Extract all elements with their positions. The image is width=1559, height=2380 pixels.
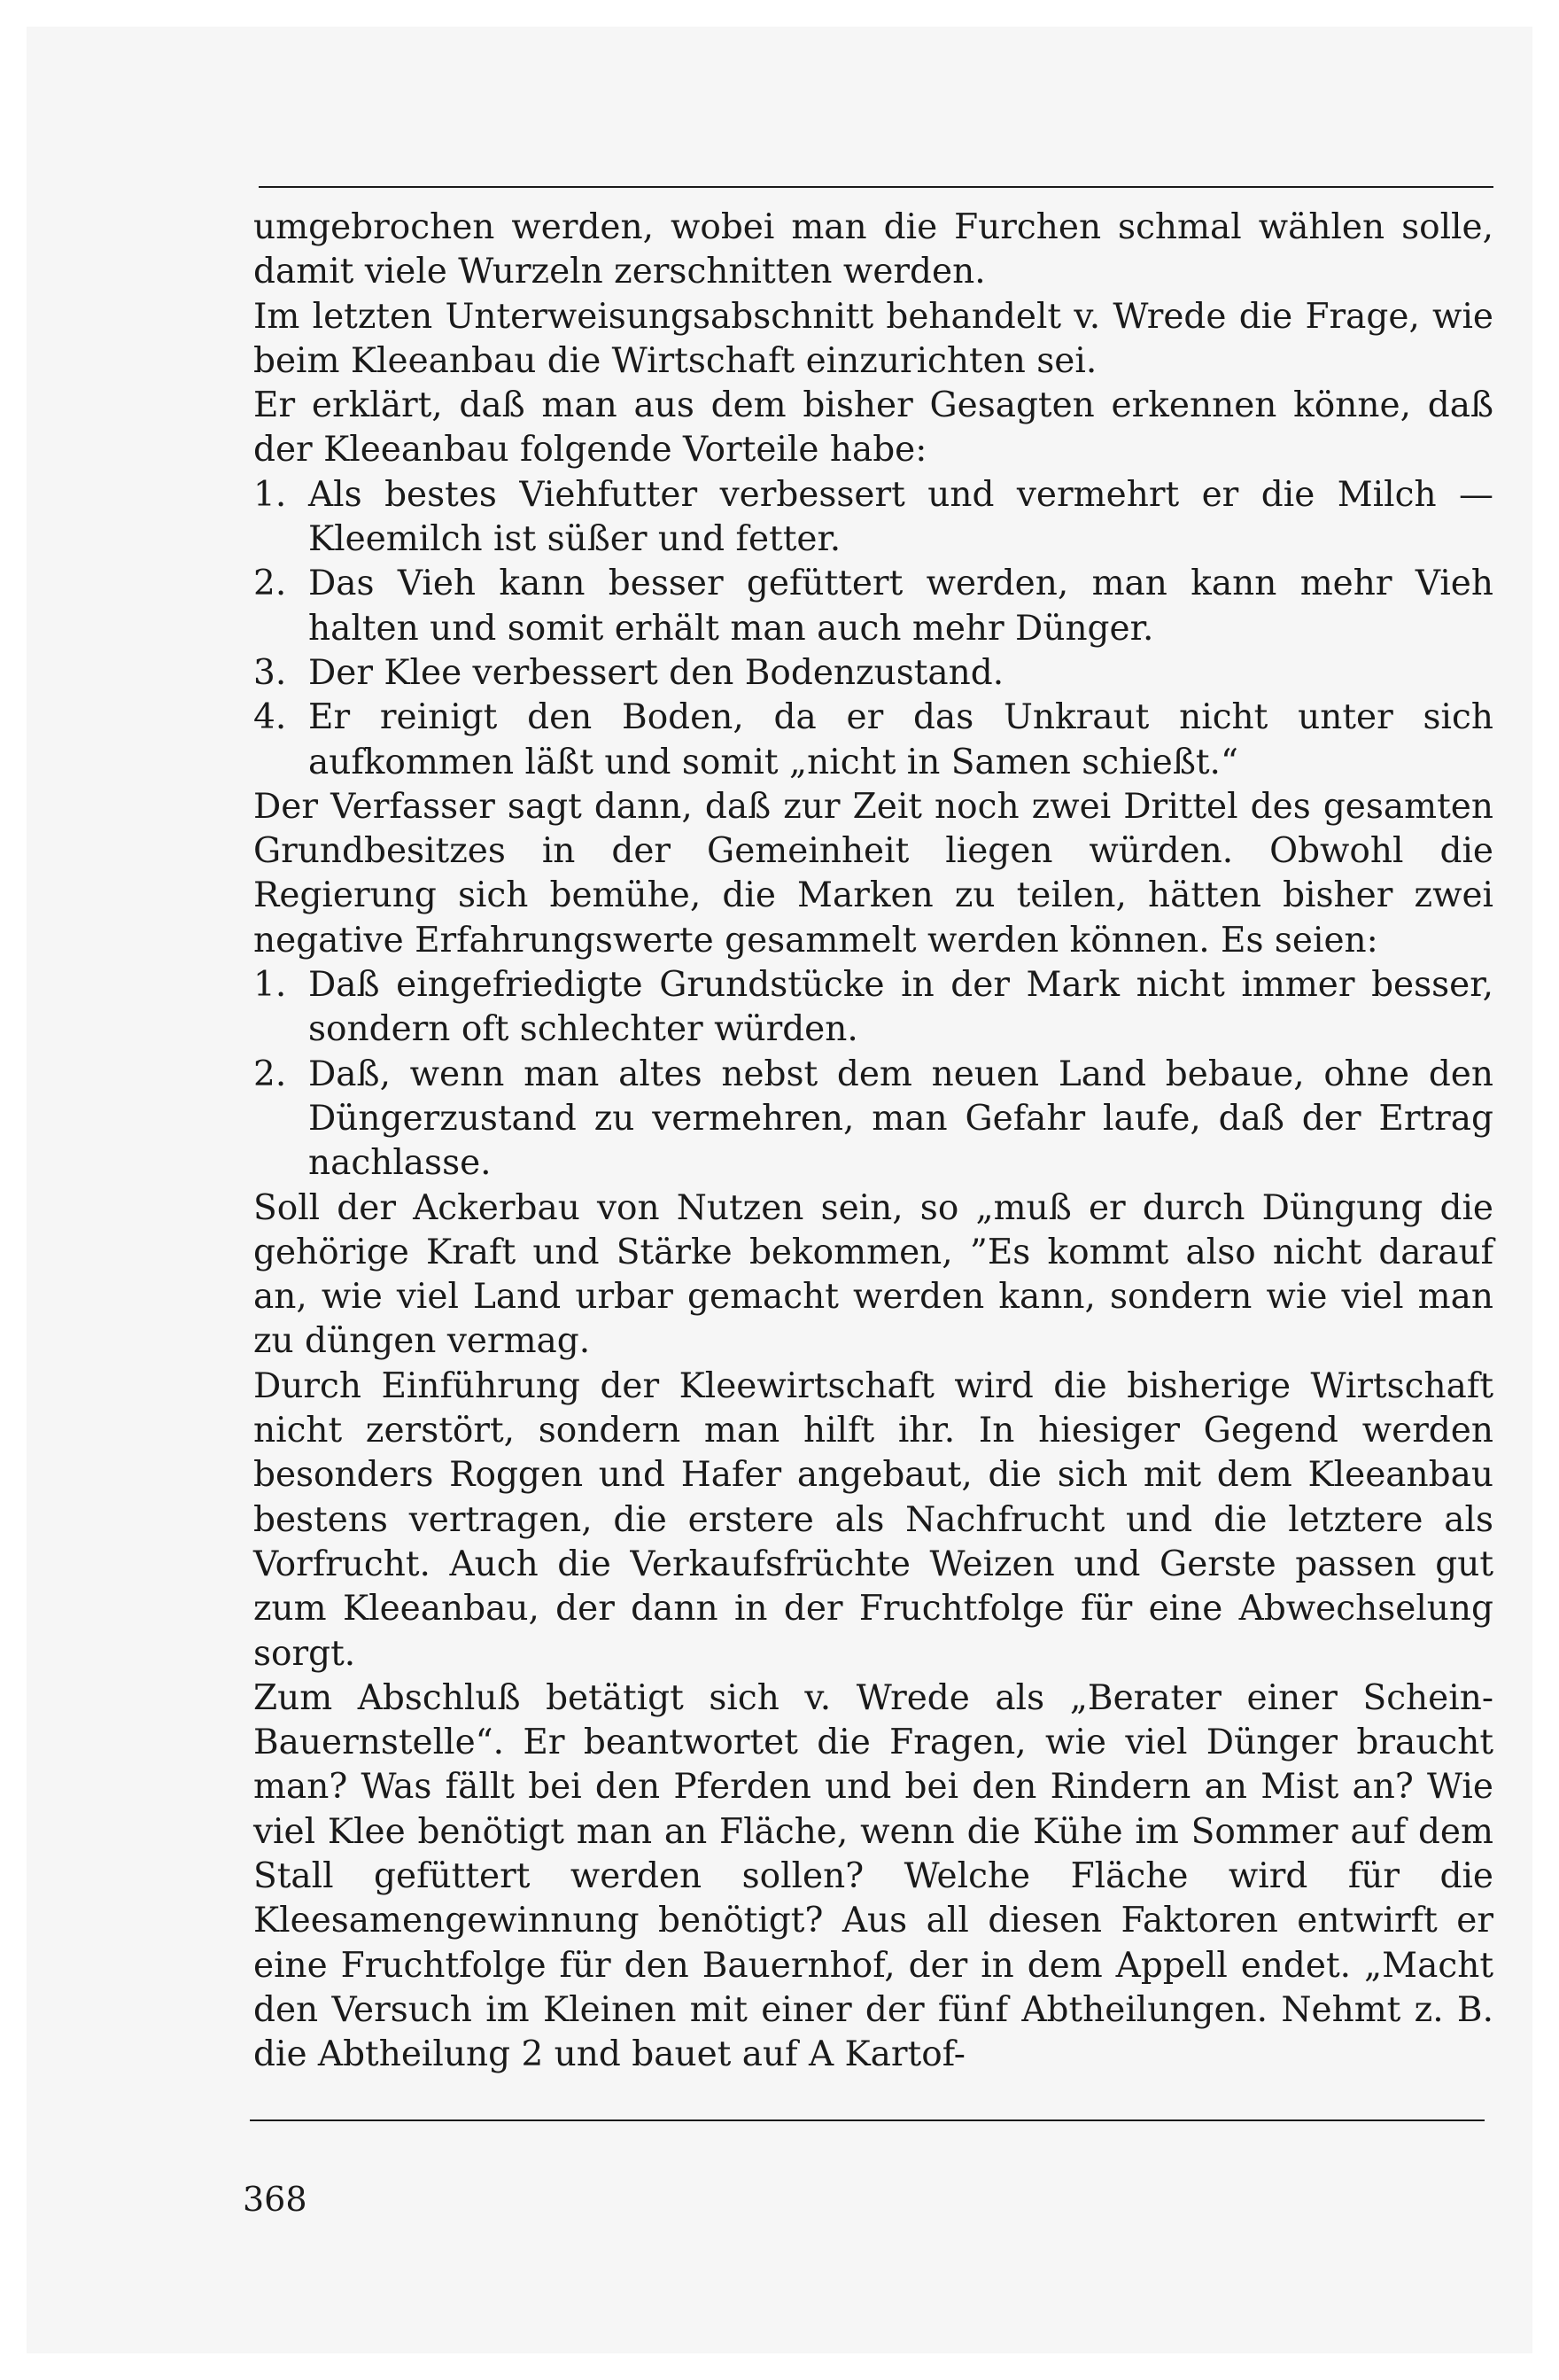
list-item-text: Das Vieh kann besser gefüttert werden, man kann mehr Vieh halten und somit erhält man auch mehr Dünger. (308, 564, 1493, 649)
paragraph: Soll der Ackerbau von Nutzen sein, so „muß er durch Düngung die gehörige Kraft und Stärke bekommen, ”Es kommt also nicht darauf an, wie viel Land urbar gemacht werden kann, sondern wie viel man zu düngen vermag. (253, 1187, 1493, 1362)
paragraph: Der Verfasser sagt dann, daß zur Zeit noch zwei Drittel des gesamten Grundbesitzes in der Gemeinheit liegen würden. Obwohl die Regierung sich bemühe, die Marken zu teilen, hätten bisher zwei negative Erfahrungswerte gesammelt werden können. Es seien: (253, 786, 1493, 961)
paragraph: Er erklärt, daß man aus dem bisher Gesagten erkennen könne, daß der Kleeanbau folgende Vorteile habe: (253, 385, 1493, 471)
page-number: 368 (243, 2180, 307, 2219)
list-item (253, 696, 1493, 785)
list-item-text: Daß, wenn man altes nebst dem neuen Land bebaue, ohne den Düngerzustand zu vermehren, man Gefahr laufe, daß der Ertrag nachlasse. (308, 1054, 1493, 1184)
list-item (253, 963, 1493, 1053)
list-item (253, 651, 1493, 696)
paragraph: Durch Einführung der Kleewirtschaft wird die bisherige Wirtschaft nicht zerstört, sondern man hilft ihr. In hiesiger Gegend werden besonders Roggen und Hafer angebaut, die sich mit dem Kleeanbau bestens vertragen, die erstere als Nachfrucht und die letztere als Vorfrucht. Auch die Verkaufsfrüchte Weizen und Gerste passen gut zum Kleeanbau, der dann in der Fruchtfolge für eine Abwechselung sorgt. (253, 1365, 1493, 1674)
list-item-text: Als bestes Viehfutter verbessert und vermehrt er die Milch — Kleemilch ist süßer und fetter. (308, 474, 1493, 560)
body-text (253, 206, 1493, 2077)
bottom-rule (250, 2119, 1485, 2121)
list-item-number: 2. (253, 564, 287, 604)
paragraph: Im letzten Unterweisungsabschnitt behandelt v. Wrede die Frage, wie beim Kleeanbau die Wirtschaft einzurichten sei. (253, 296, 1493, 381)
list-item-number: 2. (253, 1054, 287, 1094)
list-item-text: Er reinigt den Boden, da er das Unkraut nicht unter sich aufkommen läßt und somit „nicht in Samen schießt.“ (308, 697, 1493, 782)
list-item (253, 562, 1493, 651)
list-item-number: 1. (253, 474, 287, 515)
list-item-number: 3. (253, 652, 287, 693)
list-item (253, 1053, 1493, 1186)
paragraph: Zum Abschluß betätigt sich v. Wrede als „Berater einer Schein-Bauernstelle“. Er beantwortet die Fragen, wie viel Dünger braucht man? Was fällt bei den Pferden und bei den Rindern an Mist an? Wie viel Klee benötigt man an Fläche, wenn die Kühe im Sommer auf dem Stall gefüttert werden sollen? Welche Fläche wird für die Kleesamengewinnung benötigt? Aus all diesen Faktoren entwirft er eine Fruchtfolge für den Bauernhof, der in dem Appell endet. „Macht den Versuch im Kleinen mit einer der fünf Abtheilungen. Nehmt z. B. die Abtheilung 2 und bauet auf A Kartof- (253, 1677, 1493, 2075)
list-item-number: 4. (253, 697, 287, 738)
document-page (27, 27, 1532, 2353)
list-item-text: Der Klee verbessert den Bodenzustand. (308, 652, 1004, 693)
list-item-number: 1. (253, 965, 287, 1006)
list-item (253, 473, 1493, 563)
paragraph: umgebrochen werden, wobei man die Furchen schmal wählen solle, damit viele Wurzeln zerschnitten werden. (253, 207, 1493, 292)
top-rule (259, 186, 1493, 188)
list-item-text: Daß eingefriedigte Grundstücke in der Mark nicht immer besser, sondern oft schlechter würden. (308, 965, 1493, 1050)
